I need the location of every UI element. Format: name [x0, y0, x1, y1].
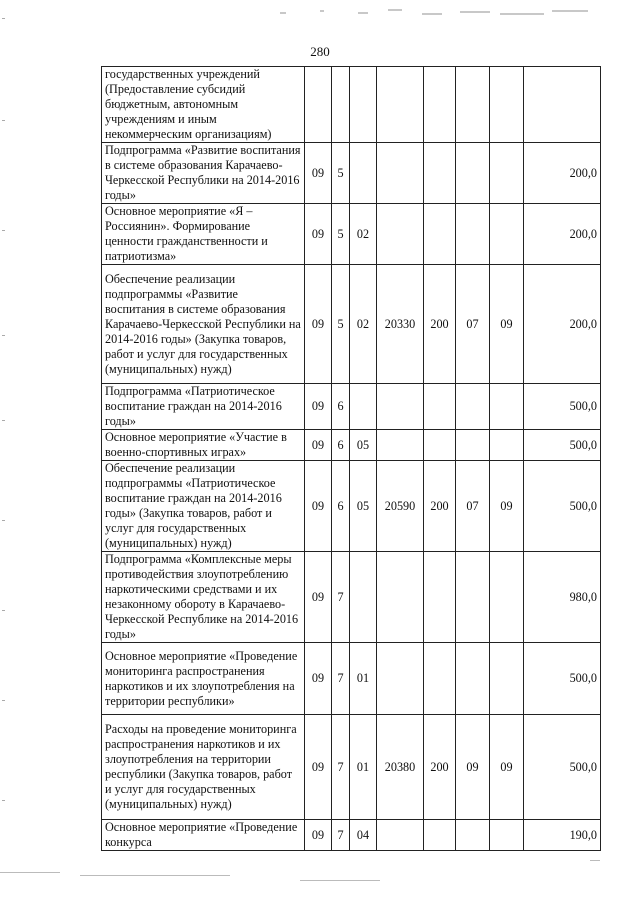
subprogram-code: [350, 384, 377, 430]
subsection-code: [490, 643, 524, 715]
amount-value: 500,0: [524, 715, 601, 820]
amount-value: 500,0: [524, 643, 601, 715]
program-code: 5: [332, 204, 350, 265]
kvr-code: [424, 430, 456, 461]
kvr-code: 200: [424, 265, 456, 384]
subprogram-code: 04: [350, 820, 377, 851]
event-code: [377, 204, 424, 265]
kvr-code: 200: [424, 715, 456, 820]
section-code: [456, 67, 490, 143]
amount-value: 500,0: [524, 430, 601, 461]
subprogram-code: 01: [350, 643, 377, 715]
section-code: [456, 143, 490, 204]
amount-value: 200,0: [524, 204, 601, 265]
row-name: Основное мероприятие «Проведение мониторинга распространения наркотиков и их злоупотребления на территории республики»: [102, 643, 305, 715]
subprogram-code: [350, 552, 377, 643]
program-code: 6: [332, 384, 350, 430]
amount-value: 200,0: [524, 143, 601, 204]
program-code: 5: [332, 265, 350, 384]
row-name: Подпрограмма «Комплексные меры противодействия злоупотреблению наркотическими средствами и их незаконному обороту в Карачаево-Черкесской Республике на 2014-2016 годы»: [102, 552, 305, 643]
ministry-code: 09: [305, 204, 332, 265]
subsection-code: [490, 384, 524, 430]
amount-value: [524, 67, 601, 143]
event-code: [377, 384, 424, 430]
amount-value: 500,0: [524, 461, 601, 552]
table-row: [102, 643, 601, 715]
subprogram-code: 02: [350, 265, 377, 384]
subprogram-code: 05: [350, 461, 377, 552]
table-row: [102, 461, 601, 552]
scan-noise: [260, 4, 600, 22]
amount-value: 200,0: [524, 265, 601, 384]
kvr-code: [424, 643, 456, 715]
subsection-code: 09: [490, 265, 524, 384]
program-code: 6: [332, 430, 350, 461]
section-code: [456, 643, 490, 715]
table-row: [102, 552, 601, 643]
amount-value: 190,0: [524, 820, 601, 851]
kvr-code: [424, 67, 456, 143]
program-code: 5: [332, 143, 350, 204]
program-code: 7: [332, 643, 350, 715]
ministry-code: 09: [305, 143, 332, 204]
ministry-code: 09: [305, 552, 332, 643]
section-code: [456, 430, 490, 461]
kvr-code: [424, 552, 456, 643]
subsection-code: 09: [490, 461, 524, 552]
subprogram-code: 05: [350, 430, 377, 461]
section-code: [456, 552, 490, 643]
row-name: Основное мероприятие «Участие в военно-спортивных играх»: [102, 430, 305, 461]
kvr-code: [424, 384, 456, 430]
row-name: Подпрограмма «Патриотическое воспитание граждан на 2014-2016 годы»: [102, 384, 305, 430]
table-row: [102, 265, 601, 384]
amount-value: 500,0: [524, 384, 601, 430]
event-code: [377, 820, 424, 851]
program-code: 6: [332, 461, 350, 552]
subsection-code: [490, 143, 524, 204]
subsection-code: [490, 204, 524, 265]
subsection-code: 09: [490, 715, 524, 820]
kvr-code: [424, 820, 456, 851]
row-name: Основное мероприятие «Я – Россиянин». Формирование ценности гражданственности и патриотизма»: [102, 204, 305, 265]
ministry-code: 09: [305, 820, 332, 851]
kvr-code: [424, 204, 456, 265]
row-name: Основное мероприятие «Проведение конкурса: [102, 820, 305, 851]
kvr-code: [424, 143, 456, 204]
event-code: [377, 552, 424, 643]
amount-value: 980,0: [524, 552, 601, 643]
budget-table: [101, 66, 601, 851]
ministry-code: [305, 67, 332, 143]
row-name: Обеспечение реализации подпрограммы «Развитие воспитания в системе образования Карачаево-Черкесской Республики на 2014-2016 годы» (Закупка товаров, работ и услуг для государственных (муниципальных) нужд): [102, 265, 305, 384]
subprogram-code: 01: [350, 715, 377, 820]
event-code: [377, 430, 424, 461]
event-code: [377, 67, 424, 143]
table-row: [102, 430, 601, 461]
ministry-code: 09: [305, 265, 332, 384]
row-name: Расходы на проведение мониторинга распространения наркотиков и их злоупотребления на территории республики (Закупка товаров, работ и услуг для государственных (муниципальных) нужд): [102, 715, 305, 820]
subsection-code: [490, 430, 524, 461]
ministry-code: 09: [305, 384, 332, 430]
event-code: 20330: [377, 265, 424, 384]
table-row: [102, 67, 601, 143]
table-row: [102, 204, 601, 265]
table-row: [102, 820, 601, 851]
binding-marks: [0, 0, 8, 905]
ministry-code: 09: [305, 715, 332, 820]
event-code: [377, 143, 424, 204]
subsection-code: [490, 552, 524, 643]
row-name: Обеспечение реализации подпрограммы «Патриотическое воспитание граждан на 2014-2016 годы» (Закупка товаров, работ и услуг для государственных (муниципальных) нужд): [102, 461, 305, 552]
row-name: государственных учреждений (Предоставление субсидий бюджетным, автономным учреждениям и иным некоммерческим организациям): [102, 67, 305, 143]
section-code: 07: [456, 461, 490, 552]
ministry-code: 09: [305, 430, 332, 461]
section-code: [456, 204, 490, 265]
subprogram-code: [350, 67, 377, 143]
program-code: 7: [332, 715, 350, 820]
event-code: [377, 643, 424, 715]
section-code: 09: [456, 715, 490, 820]
page-number: 280: [310, 44, 330, 59]
subprogram-code: 02: [350, 204, 377, 265]
subprogram-code: [350, 143, 377, 204]
section-code: 07: [456, 265, 490, 384]
program-code: 7: [332, 820, 350, 851]
program-code: 7: [332, 552, 350, 643]
program-code: [332, 67, 350, 143]
kvr-code: 200: [424, 461, 456, 552]
section-code: [456, 820, 490, 851]
table-row: [102, 384, 601, 430]
section-code: [456, 384, 490, 430]
table-row: [102, 715, 601, 820]
subsection-code: [490, 67, 524, 143]
ministry-code: 09: [305, 643, 332, 715]
table-row: [102, 143, 601, 204]
event-code: 20380: [377, 715, 424, 820]
ministry-code: 09: [305, 461, 332, 552]
event-code: 20590: [377, 461, 424, 552]
subsection-code: [490, 820, 524, 851]
row-name: Подпрограмма «Развитие воспитания в системе образования Карачаево-Черкесской Республики на 2014-2016 годы»: [102, 143, 305, 204]
